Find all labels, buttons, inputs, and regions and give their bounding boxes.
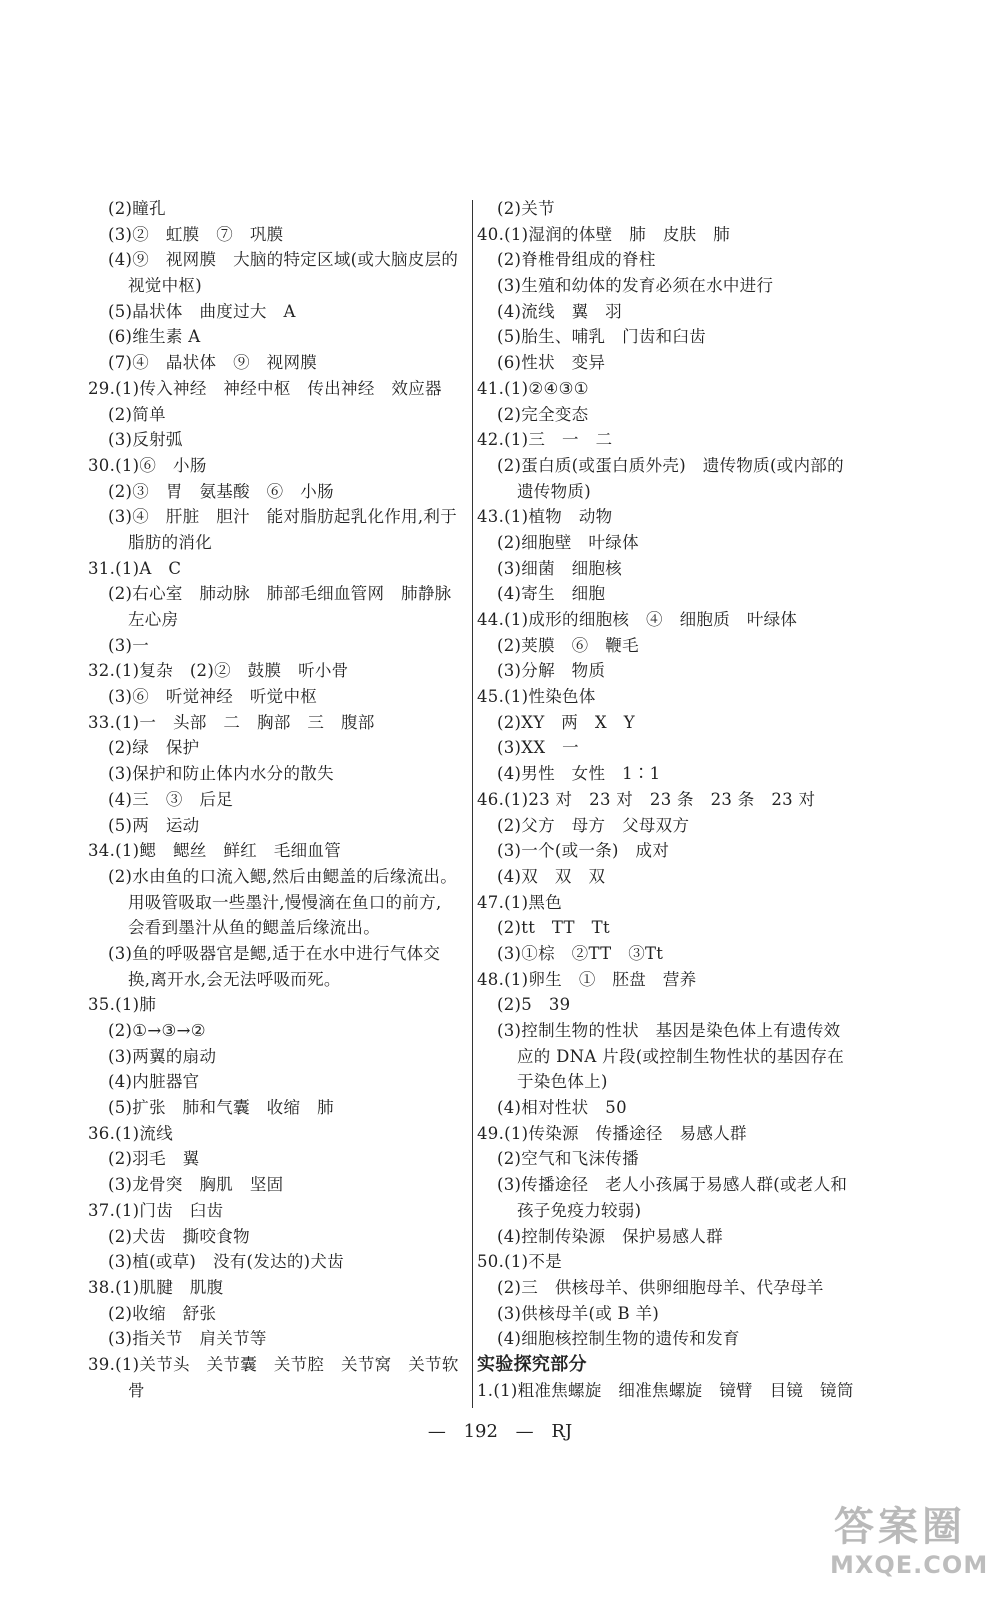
page-footer [0, 1421, 1000, 1442]
answer-line: (2)右心室 肺动脉 肺部毛细血管网 肺静脉 [108, 584, 452, 604]
page-number: 192 [463, 1421, 498, 1442]
answer-line: 用吸管吸取一些墨汁,慢慢滴在鱼口的前方, [128, 892, 442, 912]
watermark-top-text: 答案圈 [834, 1504, 966, 1550]
answer-line: 30.(1)⑥ 小肠 [88, 455, 207, 475]
answer-line: (4)内脏器官 [108, 1072, 200, 1092]
answer-line: (5)胎生、哺乳 门齿和臼齿 [497, 327, 707, 347]
answer-line: (2)瞳孔 [108, 199, 166, 218]
answer-line: 37.(1)门齿 臼齿 [88, 1200, 224, 1220]
answer-line: (2)荚膜 ⑥ 鞭毛 [497, 635, 639, 655]
answer-line: (3)一 [108, 635, 150, 655]
left-column [88, 196, 468, 1403]
answer-line: (5)晶状体 曲度过大 A [108, 301, 296, 321]
answer-line: (3)供核母羊(或 B 羊) [497, 1303, 660, 1323]
answer-line: 孩子免疫力较弱) [517, 1200, 642, 1220]
answer-line: (2)收缩 舒张 [108, 1303, 217, 1323]
answer-line: (4)流线 翼 羽 [497, 301, 623, 321]
footer-dash-right: — [515, 1421, 534, 1442]
answer-line: (2)①→③→② [108, 1021, 206, 1040]
answer-line: (2)三 供核母羊、供卵细胞母羊、代孕母羊 [497, 1277, 824, 1297]
answer-line: (2)父方 母方 父母双方 [497, 815, 690, 835]
answer-line: 会看到墨汁从鱼的鳃盖后缘流出。 [128, 918, 380, 938]
answer-line: 50.(1)不是 [477, 1252, 563, 1272]
answer-line: (3)指关节 肩关节等 [108, 1329, 267, 1349]
answer-line: (2)tt TT Tt [497, 918, 610, 938]
answer-line: 骨 [128, 1380, 145, 1400]
column-divider [472, 200, 473, 1408]
answer-line: 29.(1)传入神经 神经中枢 传出神经 效应器 [88, 378, 442, 398]
answer-line: (3)植(或草) 没有(发达的)犬齿 [108, 1252, 345, 1272]
answer-line: 32.(1)复杂 (2)② 鼓膜 听小骨 [88, 661, 349, 681]
answer-line: 47.(1)黑色 [477, 892, 563, 912]
answer-line: (3)龙骨突 胸肌 坚固 [108, 1175, 284, 1195]
answer-line: (4)⑨ 视网膜 大脑的特定区域(或大脑皮层的 [108, 250, 459, 270]
answer-line: (2)完全变态 [497, 404, 589, 424]
answer-line: 39.(1)关节头 关节囊 关节腔 关节窝 关节软 [88, 1354, 459, 1374]
answer-line: (4)双 双 双 [497, 866, 606, 886]
answer-line: 45.(1)性染色体 [477, 687, 596, 707]
answer-line: 38.(1)肌腱 肌腹 [88, 1277, 224, 1297]
answer-line: (2)5 39 [497, 995, 571, 1015]
footer-dash-left: — [427, 1421, 446, 1442]
answer-line: 33.(1)一 头部 二 胸部 三 腹部 [88, 712, 375, 732]
answer-line: (2)犬齿 撕咬食物 [108, 1226, 250, 1246]
answer-line: (2)羽毛 翼 [108, 1149, 200, 1169]
answer-line: 43.(1)植物 动物 [477, 507, 613, 527]
answer-line: (4)三 ③ 后足 [108, 789, 234, 809]
answer-line: (5)两 运动 [108, 815, 200, 835]
answer-line: 41.(1)②④③① [477, 378, 589, 398]
answer-line: (4)控制传染源 保护易感人群 [497, 1226, 723, 1246]
answer-line: (2)脊椎骨组成的脊柱 [497, 250, 656, 270]
answer-line: (2)水由鱼的口流入鳃,然后由鳃盖的后缘流出。 [108, 866, 458, 886]
answer-line: 换,离开水,会无法呼吸而死。 [128, 969, 341, 989]
answer-line: (4)细胞核控制生物的遗传和发育 [497, 1329, 740, 1349]
answer-line: 35.(1)肺 [88, 995, 157, 1015]
answer-line: 48.(1)卵生 ① 胚盘 营养 [477, 969, 697, 989]
answer-line: (3)④ 肝脏 胆汁 能对脂肪起乳化作用,利于 [108, 507, 458, 527]
answer-line: (2)绿 保护 [108, 738, 200, 758]
answer-line: (2)蛋白质(或蛋白质外壳) 遗传物质(或内部的 [497, 455, 844, 475]
answer-line: (2)细胞壁 叶绿体 [497, 532, 639, 552]
answer-line: 46.(1)23 对 23 对 23 条 23 条 23 对 [477, 789, 816, 809]
answer-line: 应的 DNA 片段(或控制生物性状的基因存在 [517, 1046, 845, 1066]
answer-line: 遗传物质) [517, 481, 591, 501]
answer-line: (4)相对性状 50 [497, 1098, 627, 1118]
answer-line: (3)①棕 ②TT ③Tt [497, 943, 664, 963]
answer-line: (3)鱼的呼吸器官是鳃,适于在水中进行气体交 [108, 943, 441, 963]
watermark-logo [818, 1495, 988, 1590]
answer-line: 36.(1)流线 [88, 1123, 174, 1143]
answer-line: (2)③ 胃 氨基酸 ⑥ 小肠 [108, 481, 334, 501]
answer-line: (6)维生素 A [108, 327, 201, 347]
answer-line: 49.(1)传染源 传播途径 易感人群 [477, 1123, 747, 1143]
answer-line: (3)反射弧 [108, 430, 183, 450]
answer-line: 脂肪的消化 [128, 532, 212, 552]
answer-line: (4)寄生 细胞 [497, 584, 606, 604]
answer-line: (3)分解 物质 [497, 661, 606, 681]
answer-line: (3)生殖和幼体的发育必须在水中进行 [497, 276, 774, 296]
answer-line: 31.(1)A C [88, 558, 182, 578]
answer-line: 40.(1)湿润的体壁 肺 皮肤 肺 [477, 224, 731, 244]
answer-line: 42.(1)三 一 二 [477, 430, 613, 450]
answer-line: (3)一个(或一条) 成对 [497, 841, 670, 861]
answer-line: 44.(1)成形的细胞核 ④ 细胞质 叶绿体 [477, 610, 798, 629]
answer-line: (2)空气和飞沫传播 [497, 1149, 639, 1169]
answer-line: (2)XY 两 X Y [497, 712, 635, 732]
answer-line: 34.(1)鳃 鳃丝 鲜红 毛细血管 [88, 841, 342, 861]
answer-line: (5)扩张 肺和气囊 收缩 肺 [108, 1098, 334, 1118]
answer-line: (3)控制生物的性状 基因是染色体上有遗传效 [497, 1021, 841, 1040]
answer-line: (2)简单 [108, 404, 166, 424]
right-column [477, 196, 897, 1403]
answer-line: (3)两翼的扇动 [108, 1046, 217, 1066]
answer-line: (3)⑥ 听觉神经 听觉中枢 [108, 687, 318, 707]
answer-line: (3)XX 一 [497, 738, 579, 758]
answer-line: (3)保护和防止体内水分的散失 [108, 764, 334, 784]
answer-line: 于染色体上) [517, 1072, 608, 1092]
answer-line: (3)传播途径 老人小孩属于易感人群(或老人和 [497, 1175, 848, 1195]
watermark-bottom-text: MXQE.COM [830, 1551, 989, 1579]
edition-label: RJ [551, 1421, 573, 1442]
answer-line: (7)④ 晶状体 ⑨ 视网膜 [108, 353, 318, 373]
section-heading: 实验探究部分 [477, 1353, 587, 1375]
answer-line: (6)性状 变异 [497, 353, 606, 373]
answer-line: 1.(1)粗准焦螺旋 细准焦螺旋 镜臂 目镜 镜筒 [477, 1380, 854, 1400]
answer-line: 左心房 [128, 610, 179, 629]
answer-line: (2)关节 [497, 199, 555, 218]
answer-line: (3)细菌 细胞核 [497, 558, 623, 578]
answer-line: (3)② 虹膜 ⑦ 巩膜 [108, 224, 284, 244]
answer-line: 视觉中枢) [128, 276, 202, 296]
answer-line: (4)男性 女性 1∶1 [497, 764, 661, 784]
